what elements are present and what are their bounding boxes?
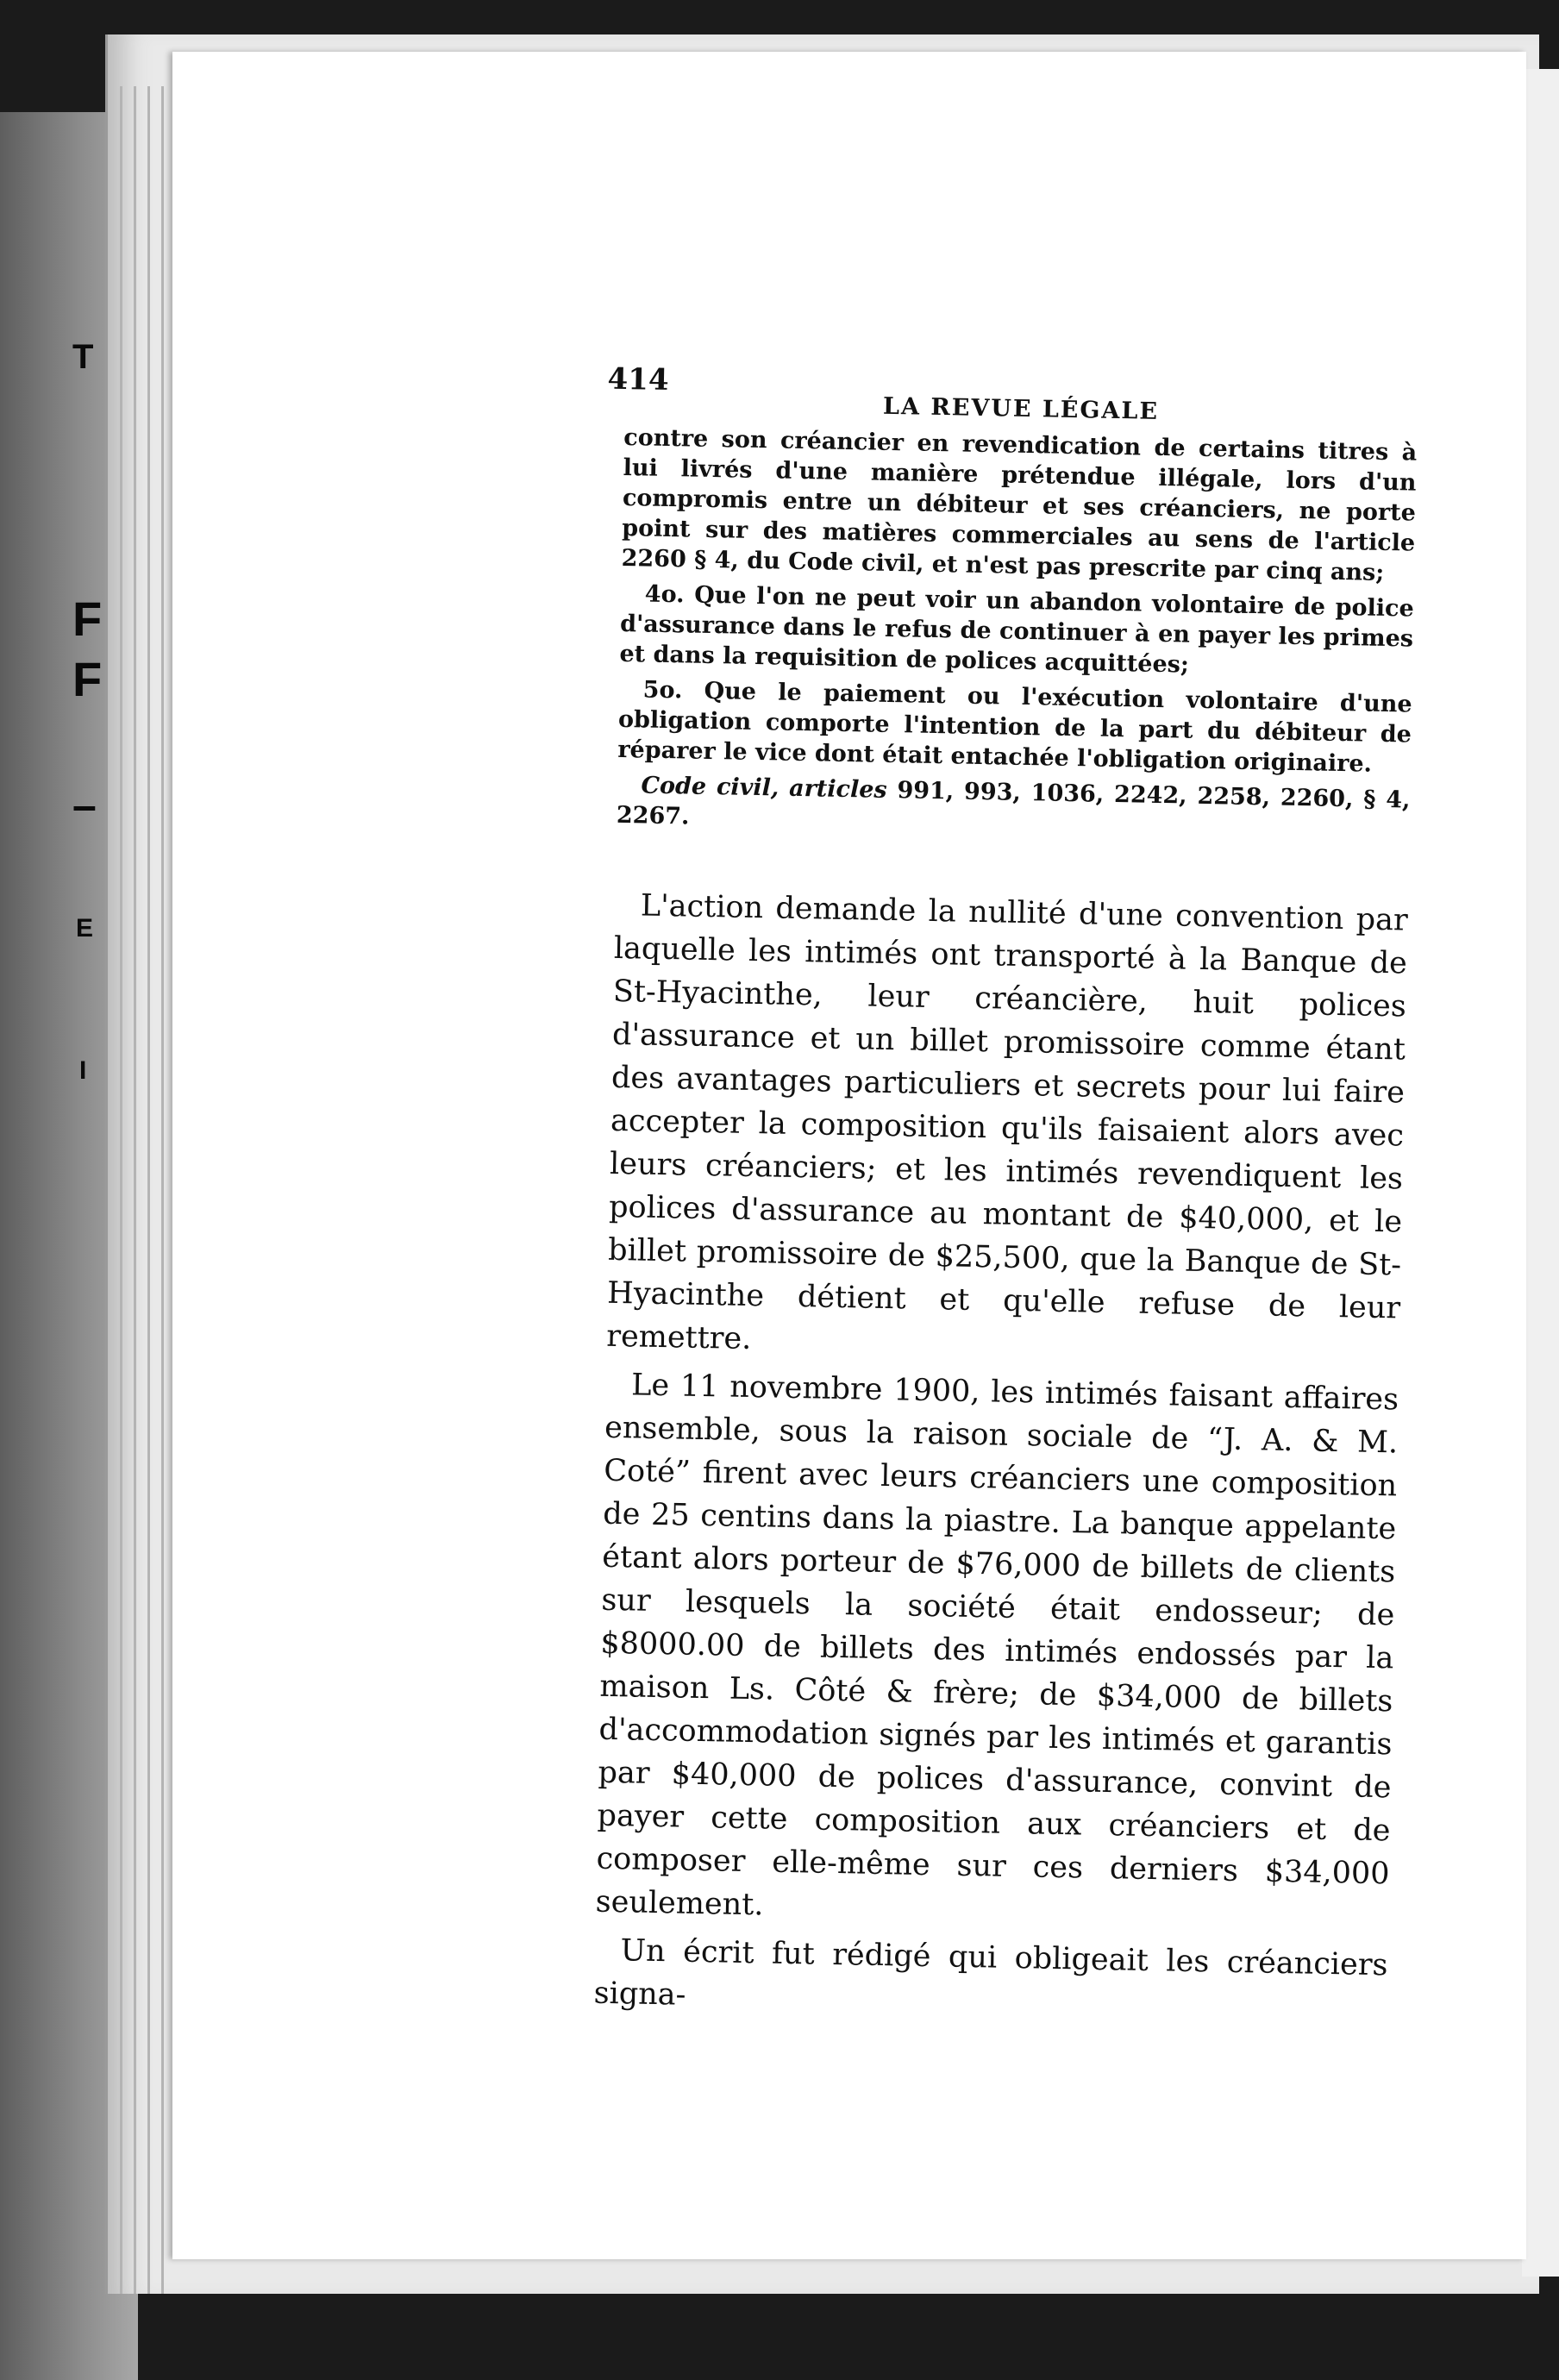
underlying-page-fragment: F [72,592,103,646]
citation [617,770,1411,846]
body-paragraph: L'action demande la nullité d'une convention par laquelle les intimés ont transporté à la Banque de St-Hyacinthe, leur créancière, huit polices d'assurance et un billet promissoire comme étant des avantages particuliers et secrets pour lui faire accepter la composition qu'ils faisaient alors avec leurs créanciers; et les intimés revendiquent les polices d'assurance au montant de $40,000, et le billet promissoire de $25,500, que la Banque de St-Hyacinthe détient et qu'elle refuse de leur remettre. [605,888,1409,1357]
page-edge-line [120,86,122,2294]
underlying-page-fragment: – [72,781,97,830]
page-edge-line [161,86,164,2294]
page-edge-line [134,86,136,2294]
headnote-paragraph: contre son créancier en revendication de certains titres à lui livrés d'une manière prétendue illégale, lors d'un compromis entre un débiteur et ses créanciers, ne porte point sur des matières commerciales au sens de l'article 2260 § 4, du Code civil, et n'est pas prescrite par cinq ans; [621,423,1418,586]
body-text [593,884,1408,2030]
citation-code: Code civil, articles [641,772,887,804]
running-head: LA REVUE LÉGALE [882,392,1160,425]
underlying-page-fragment: T [72,338,94,376]
citation-articles: 991, 993, 1036, 2242, 2258, 2260, § 4, 2267. [616,776,1411,830]
headnote-paragraph: 4o. Que l'on ne peut voir un abandon volontaire de police d'assurance dans le refus de continuer à en payer les primes et dans la requisition de polices acquittées; [619,580,1414,679]
page-text [593,362,1418,2035]
body-paragraph: Le 11 novembre 1900, les intimés faisant affaires ensemble, sous la raison sociale de “J. A. & M. Coté” firent avec leurs créanciers une composition de 25 centins dans la piastre. La banque appelante étant alors porteur de $76,000 de billets de clients sur lesquels la société était endosseur; de $8000.00 de billets des intimés endossés par la maison Ls. Côté & frère; de $34,000 de billets d'accommodation signés par les intimés et garantis par $40,000 de polices d'assurance, convint de payer cette composition aux créanciers et de composer elle-même sur ces derniers $34,000 seulement. [595,1368,1399,1923]
headnote-paragraph: 5o. Que le paiement ou l'exécution volontaire d'une obligation comporte l'intention de la part du débiteur de réparer le vice dont était entachée l'obligation originaire. [617,676,1412,778]
underlying-page-fragment: F [72,652,103,706]
page-number: 414 [607,361,669,398]
page-edge-line [147,86,150,2294]
underlying-page-fragment: E [76,914,94,943]
headnote [617,423,1418,846]
facing-page-edge [1522,69,1559,2277]
underlying-page-fragment: I [79,1056,87,1085]
body-paragraph: Un écrit fut rédigé qui obligeait les créanciers signa- [593,1933,1388,2013]
